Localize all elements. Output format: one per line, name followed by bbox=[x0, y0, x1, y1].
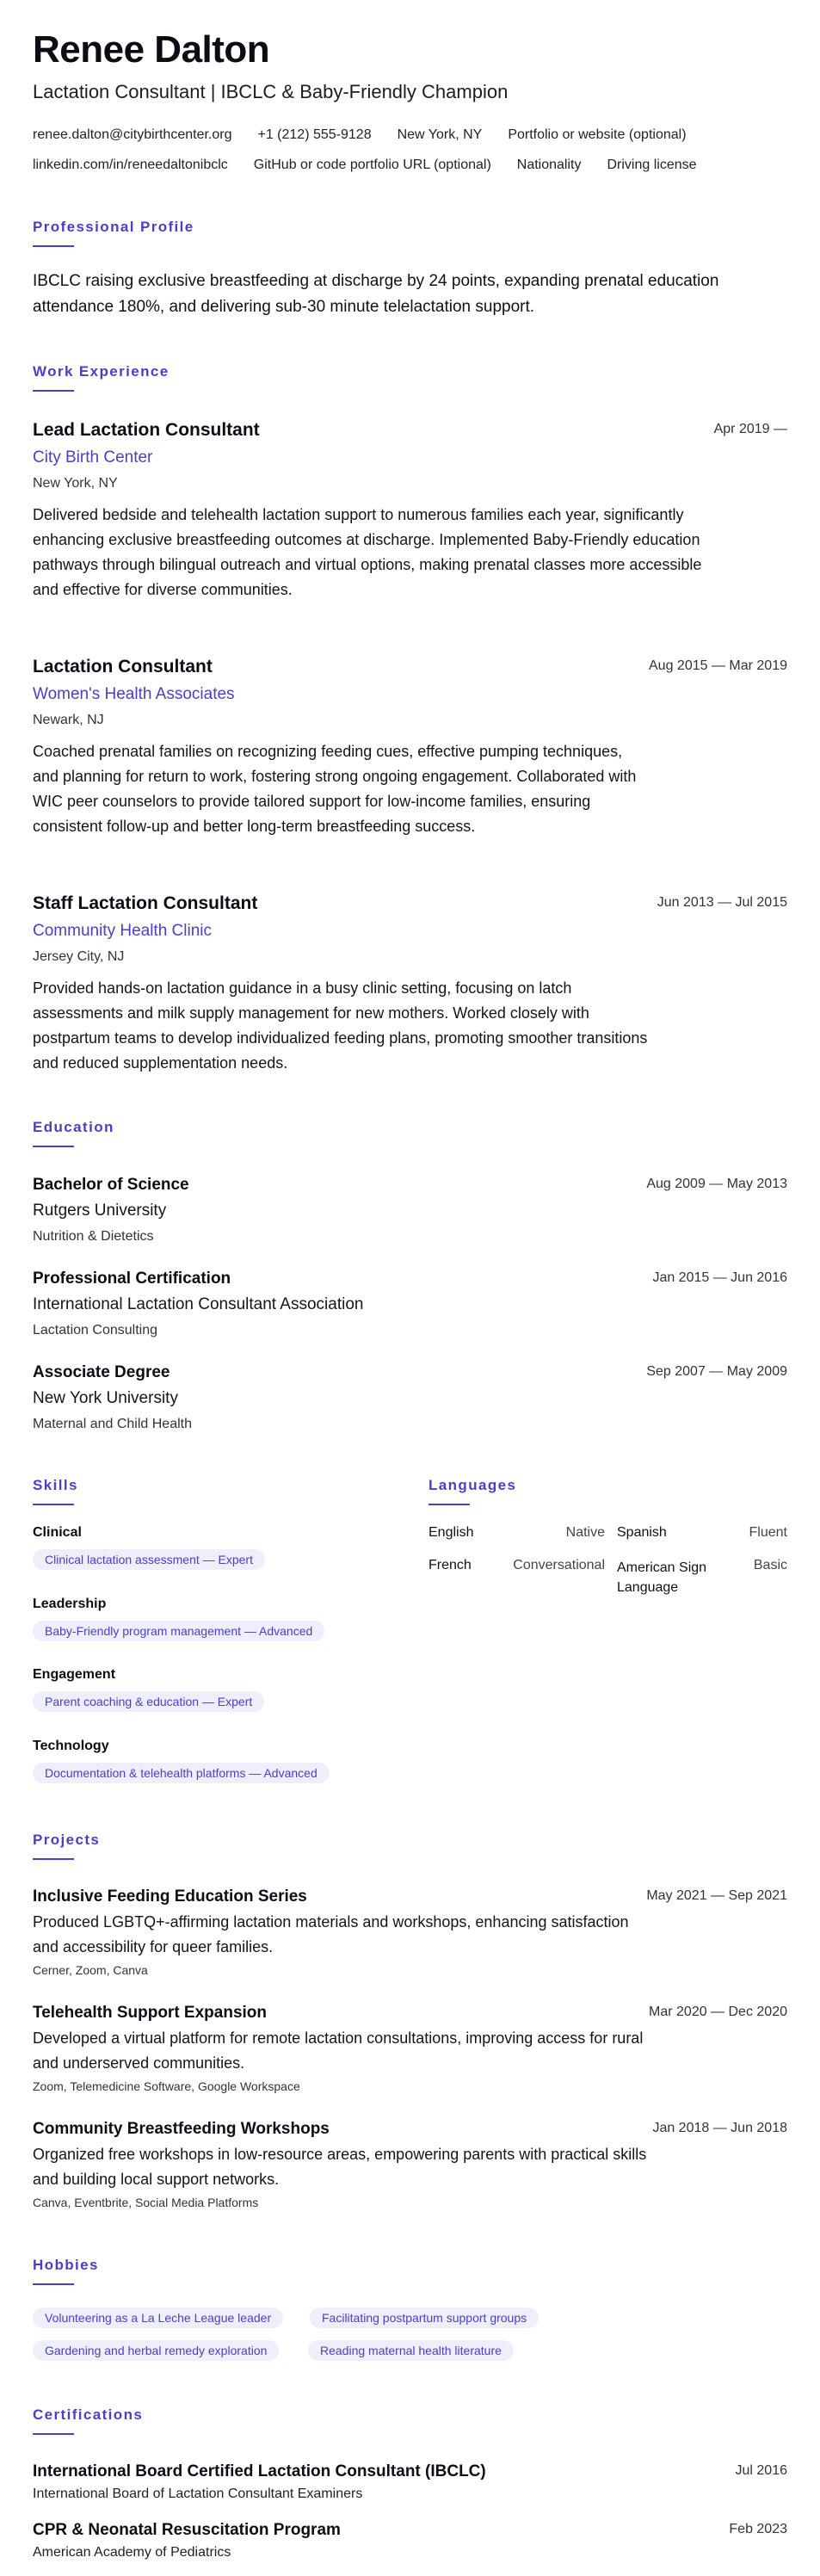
job-organization: Community Health Clinic bbox=[33, 922, 213, 940]
candidate-headline: Lactation Consultant | IBCLC & Baby-Friendly Champion bbox=[33, 81, 509, 102]
education-dates: Sep 2007 — May 2009 bbox=[646, 1364, 787, 1379]
job-location: New York, NY bbox=[33, 476, 118, 491]
project-tech: Cerner, Zoom, Canva bbox=[33, 1963, 148, 1977]
language-name: French bbox=[428, 1558, 472, 1572]
certification-date: Jul 2016 bbox=[735, 2463, 787, 2478]
location: New York, NY bbox=[397, 127, 483, 142]
email-link[interactable]: renee.dalton@citybirthcenter.org bbox=[33, 127, 232, 142]
certification-issuer: International Board of Lactation Consultant Examiners bbox=[33, 2486, 363, 2501]
education-field: Nutrition & Dietetics bbox=[33, 1229, 154, 1244]
contact-row-1 bbox=[33, 127, 712, 143]
section-title-languages: Languages bbox=[428, 1477, 517, 1493]
education-school: New York University bbox=[33, 1389, 178, 1407]
project-description: Organized free workshops in low-resource areas, empowering parents with practical skills and building local support networks. bbox=[33, 2146, 647, 2188]
job-description: Coached prenatal families on recognizing feeding cues, effective pumping techniques, and planning for return to work, fostering strong ongoing engagement. Collaborated with WIC peer counselors to provide tailored support for low-income families, ensuring consistent follow-up and better long-term breastfeeding success. bbox=[33, 743, 637, 835]
certification-name: CPR & Neonatal Resuscitation Program bbox=[33, 2521, 341, 2539]
driving-license: Driving license bbox=[607, 158, 697, 172]
project-title: Inclusive Feeding Education Series bbox=[33, 1887, 307, 1906]
section-rule bbox=[33, 1504, 74, 1505]
job-organization: City Birth Center bbox=[33, 448, 153, 466]
section-rule bbox=[33, 2283, 74, 2285]
section-rule bbox=[33, 1146, 74, 1147]
candidate-name: Renee Dalton bbox=[33, 28, 270, 71]
job-description: Provided hands-on lactation guidance in a busy clinic setting, focusing on latch assessments and milk supply management for new mothers. Worked closely with postpartum teams to develop individualized feeding plans, promoting smoother transitions and reduced supplementation needs. bbox=[33, 979, 648, 1072]
job-title: Lead Lactation Consultant bbox=[33, 420, 260, 440]
language-level: Basic bbox=[753, 1558, 787, 1572]
phone-number[interactable]: +1 (212) 555-9128 bbox=[257, 127, 372, 142]
language-level: Native bbox=[565, 1525, 605, 1540]
project-title: Telehealth Support Expansion bbox=[33, 2004, 268, 2022]
project-dates: May 2021 — Sep 2021 bbox=[646, 1888, 787, 1903]
section-rule bbox=[33, 2433, 74, 2435]
certification-date: Feb 2023 bbox=[729, 2522, 787, 2536]
skill-pill: Parent coaching & education — Expert bbox=[33, 1691, 264, 1712]
skill-category: Leadership bbox=[33, 1597, 107, 1611]
project-dates: Mar 2020 — Dec 2020 bbox=[649, 2005, 787, 2019]
education-field: Maternal and Child Health bbox=[33, 1417, 192, 1431]
section-rule bbox=[33, 245, 74, 247]
education-field: Lactation Consulting bbox=[33, 1323, 157, 1337]
project-description: Developed a virtual platform for remote lactation consultations, improving access for rural and underserved communities. bbox=[33, 2029, 644, 2072]
skill-pill: Clinical lactation assessment — Expert bbox=[33, 1549, 265, 1570]
hobby-pill: Reading maternal health literature bbox=[308, 2340, 514, 2361]
job-dates: Apr 2019 — bbox=[713, 422, 787, 436]
certification-issuer: American Academy of Pediatrics bbox=[33, 2545, 231, 2560]
education-school: International Lactation Consultant Association bbox=[33, 1295, 364, 1313]
linkedin-link[interactable]: linkedin.com/in/reneedaltonibclc bbox=[33, 158, 228, 172]
hobby-pill: Facilitating postpartum support groups bbox=[310, 2307, 539, 2328]
portfolio-link[interactable]: Portfolio or website (optional) bbox=[508, 127, 687, 142]
skill-category: Technology bbox=[33, 1739, 109, 1753]
hobby-pill: Gardening and herbal remedy exploration bbox=[33, 2340, 279, 2361]
education-degree: Bachelor of Science bbox=[33, 1176, 189, 1194]
contact-row-2 bbox=[33, 158, 723, 173]
education-dates: Jan 2015 — Jun 2016 bbox=[652, 1270, 787, 1285]
language-level: Fluent bbox=[749, 1525, 787, 1540]
education-school: Rutgers University bbox=[33, 1202, 167, 1220]
github-link[interactable]: GitHub or code portfolio URL (optional) bbox=[253, 158, 491, 172]
job-dates: Jun 2013 — Jul 2015 bbox=[657, 895, 787, 910]
certification-name: International Board Certified Lactation Consultant (IBCLC) bbox=[33, 2462, 486, 2480]
section-rule bbox=[428, 1504, 470, 1505]
language-name: English bbox=[428, 1525, 474, 1540]
project-tech: Canva, Eventbrite, Social Media Platforms bbox=[33, 2196, 259, 2209]
job-dates: Aug 2015 — Mar 2019 bbox=[649, 658, 787, 673]
project-description: Produced LGBTQ+-affirming lactation materials and workshops, enhancing satisfaction and accessibility for queer families. bbox=[33, 1913, 629, 1955]
education-degree: Associate Degree bbox=[33, 1363, 170, 1381]
section-title-certifications: Certifications bbox=[33, 2406, 144, 2423]
job-title: Lactation Consultant bbox=[33, 657, 213, 676]
skill-category: Clinical bbox=[33, 1525, 82, 1540]
language-name: Spanish bbox=[617, 1525, 667, 1540]
skill-pill: Documentation & telehealth platforms — Advanced bbox=[33, 1763, 330, 1783]
job-description: Delivered bedside and telehealth lactation support to numerous families each year, significantly enhancing exclusive breastfeeding outcomes at discharge. Implemented Baby-Friendly education pathways through bilingual outreach and virtual options, making prenatal classes more accessible and effective for diverse communities. bbox=[33, 506, 702, 598]
section-rule bbox=[33, 390, 74, 392]
language-level: Conversational bbox=[513, 1558, 605, 1572]
profile-summary: IBCLC raising exclusive breastfeeding at discharge by 24 points, expanding prenatal education attendance 180%, and delivering sub-30 minute telelactation support. bbox=[33, 272, 719, 316]
section-title-skills: Skills bbox=[33, 1477, 78, 1493]
section-title-experience: Work Experience bbox=[33, 363, 170, 380]
section-title-projects: Projects bbox=[33, 1832, 101, 1848]
project-dates: Jan 2018 — Jun 2018 bbox=[652, 2121, 787, 2135]
section-rule bbox=[33, 1858, 74, 1860]
project-tech: Zoom, Telemedicine Software, Google Workspace bbox=[33, 2079, 300, 2093]
language-name: American Sign Language bbox=[617, 1560, 707, 1595]
hobby-pill: Volunteering as a La Leche League leader bbox=[33, 2307, 283, 2328]
job-title: Staff Lactation Consultant bbox=[33, 893, 258, 913]
nationality: Nationality bbox=[516, 158, 582, 172]
skill-pill: Baby-Friendly program management — Advanced bbox=[33, 1621, 324, 1641]
education-degree: Professional Certification bbox=[33, 1269, 231, 1288]
section-title-profile: Professional Profile bbox=[33, 219, 194, 235]
education-dates: Aug 2009 — May 2013 bbox=[646, 1177, 787, 1191]
project-title: Community Breastfeeding Workshops bbox=[33, 2120, 330, 2138]
section-title-hobbies: Hobbies bbox=[33, 2257, 99, 2273]
job-location: Jersey City, NJ bbox=[33, 949, 125, 964]
section-title-education: Education bbox=[33, 1119, 114, 1135]
skill-category: Engagement bbox=[33, 1667, 116, 1682]
job-location: Newark, NJ bbox=[33, 713, 104, 727]
job-organization: Women's Health Associates bbox=[33, 685, 235, 703]
